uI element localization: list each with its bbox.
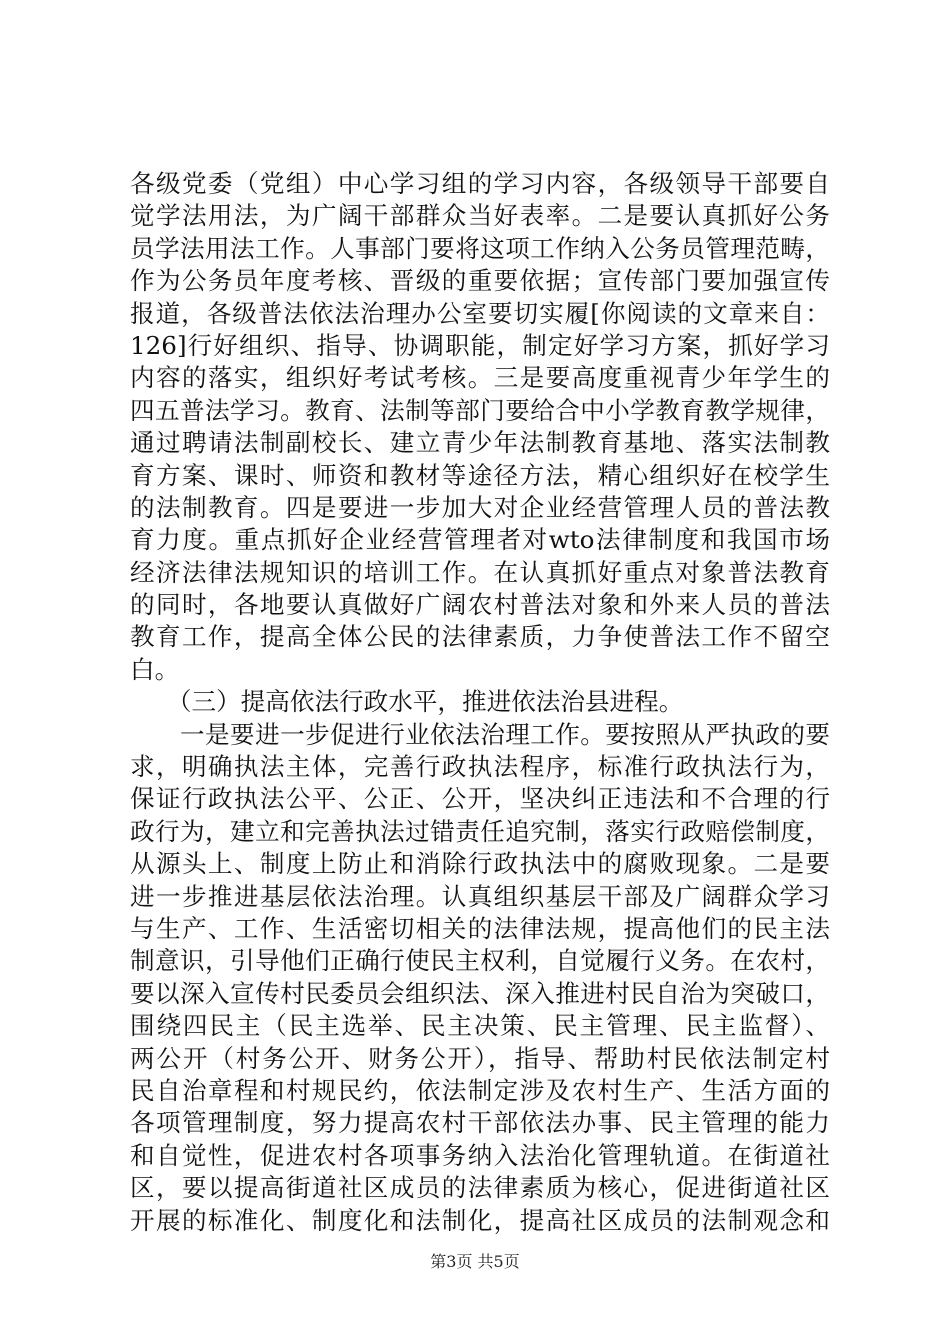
text-line: 围绕四民主（民主选举、民主决策、民主管理、民主监督）、: [130, 1011, 830, 1041]
text-line: 制意识，引导他们正确行使民主权利，自觉履行义务。在农村，: [130, 946, 830, 976]
document-body: [130, 168, 830, 1237]
text-line: 作为公务员年度考核、晋级的重要依据；宣传部门要加强宣传: [130, 266, 830, 296]
text-line: 育方案、课时、师资和教材等途径方法，精心组织好在校学生: [130, 460, 830, 490]
text-line: 各级党委（党组）中心学习组的学习内容，各级领导干部要自: [130, 169, 830, 198]
text-line: 政行为，建立和完善执法过错责任追究制，落实行政赔偿制度，: [130, 816, 830, 846]
text-line: 四五普法学习。教育、法制等部门要给合中小学教育教学规律，: [130, 395, 830, 425]
text-line: 126]行好组织、指导、协调职能，制定好学习方案，抓好学习: [130, 330, 830, 360]
text-line: 内容的落实，组织好考试考核。三是要高度重视青少年学生的: [130, 363, 830, 393]
text-line: 一是要进一步促进行业依法治理工作。要按照从严执政的要: [130, 719, 830, 749]
text-line: 教育工作，提高全体公民的法律素质，力争使普法工作不留空: [130, 622, 830, 652]
text-line: 各项管理制度，努力提高农村干部依法办事、民主管理的能力: [130, 1108, 830, 1138]
text-line: 育力度。重点抓好企业经营管理者对wto法律制度和我国市场: [130, 525, 830, 555]
text-line: 员学法用法工作。人事部门要将这项工作纳入公务员管理范畴，: [130, 233, 830, 263]
text-line: 区，要以提高街道社区成员的法律素质为核心，促进街道社区: [130, 1173, 830, 1203]
text-line: 觉学法用法，为广阔干部群众当好表率。二是要认真抓好公务: [130, 201, 830, 231]
text-line: 两公开（村务公开、财务公开），指导、帮助村民依法制定村: [130, 1043, 830, 1073]
text-line: 报道，各级普法依法治理办公室要切实履[你阅读的文章来自：: [130, 298, 830, 328]
text-line: 进一步推进基层依法治理。认真组织基层干部及广阔群众学习: [130, 881, 830, 911]
text-line: 开展的标准化、制度化和法制化，提高社区成员的法制观念和: [130, 1205, 830, 1235]
text-line: 经济法律法规知识的培训工作。在认真抓好重点对象普法教育: [130, 557, 830, 587]
text-line: 的同时，各地要认真做好广阔农村普法对象和外来人员的普法: [130, 590, 830, 620]
text-line: 与生产、工作、生活密切相关的法律法规，提高他们的民主法: [130, 913, 830, 943]
text-line: 从源头上、制度上防止和消除行政执法中的腐败现象。二是要: [130, 849, 830, 879]
text-line: 求，明确执法主体，完善行政执法程序，标准行政执法行为，: [130, 752, 830, 782]
text-line: 白。: [130, 654, 180, 684]
page-number: 第3页 共5页: [430, 1252, 520, 1271]
text-line: 民自治章程和村规民约，依法制定涉及农村生产、生活方面的: [130, 1075, 830, 1105]
text-line: 的法制教育。四是要进一步加大对企业经营管理人员的普法教: [130, 492, 830, 522]
text-line: 保证行政执法公平、公正、公开，坚决纠正违法和不合理的行: [130, 784, 830, 814]
text-line: 和自觉性，促进农村各项事务纳入法治化管理轨道。在街道社: [130, 1140, 830, 1170]
page-footer: [0, 1252, 950, 1272]
text-line: 要以深入宣传村民委员会组织法、深入推进村民自治为突破口，: [130, 978, 830, 1008]
text-line: 通过聘请法制副校长、建立青少年法制教育基地、落实法制教: [130, 428, 830, 458]
section-heading: （三）提高依法行政水平，推进依法治县进程。: [130, 687, 684, 717]
